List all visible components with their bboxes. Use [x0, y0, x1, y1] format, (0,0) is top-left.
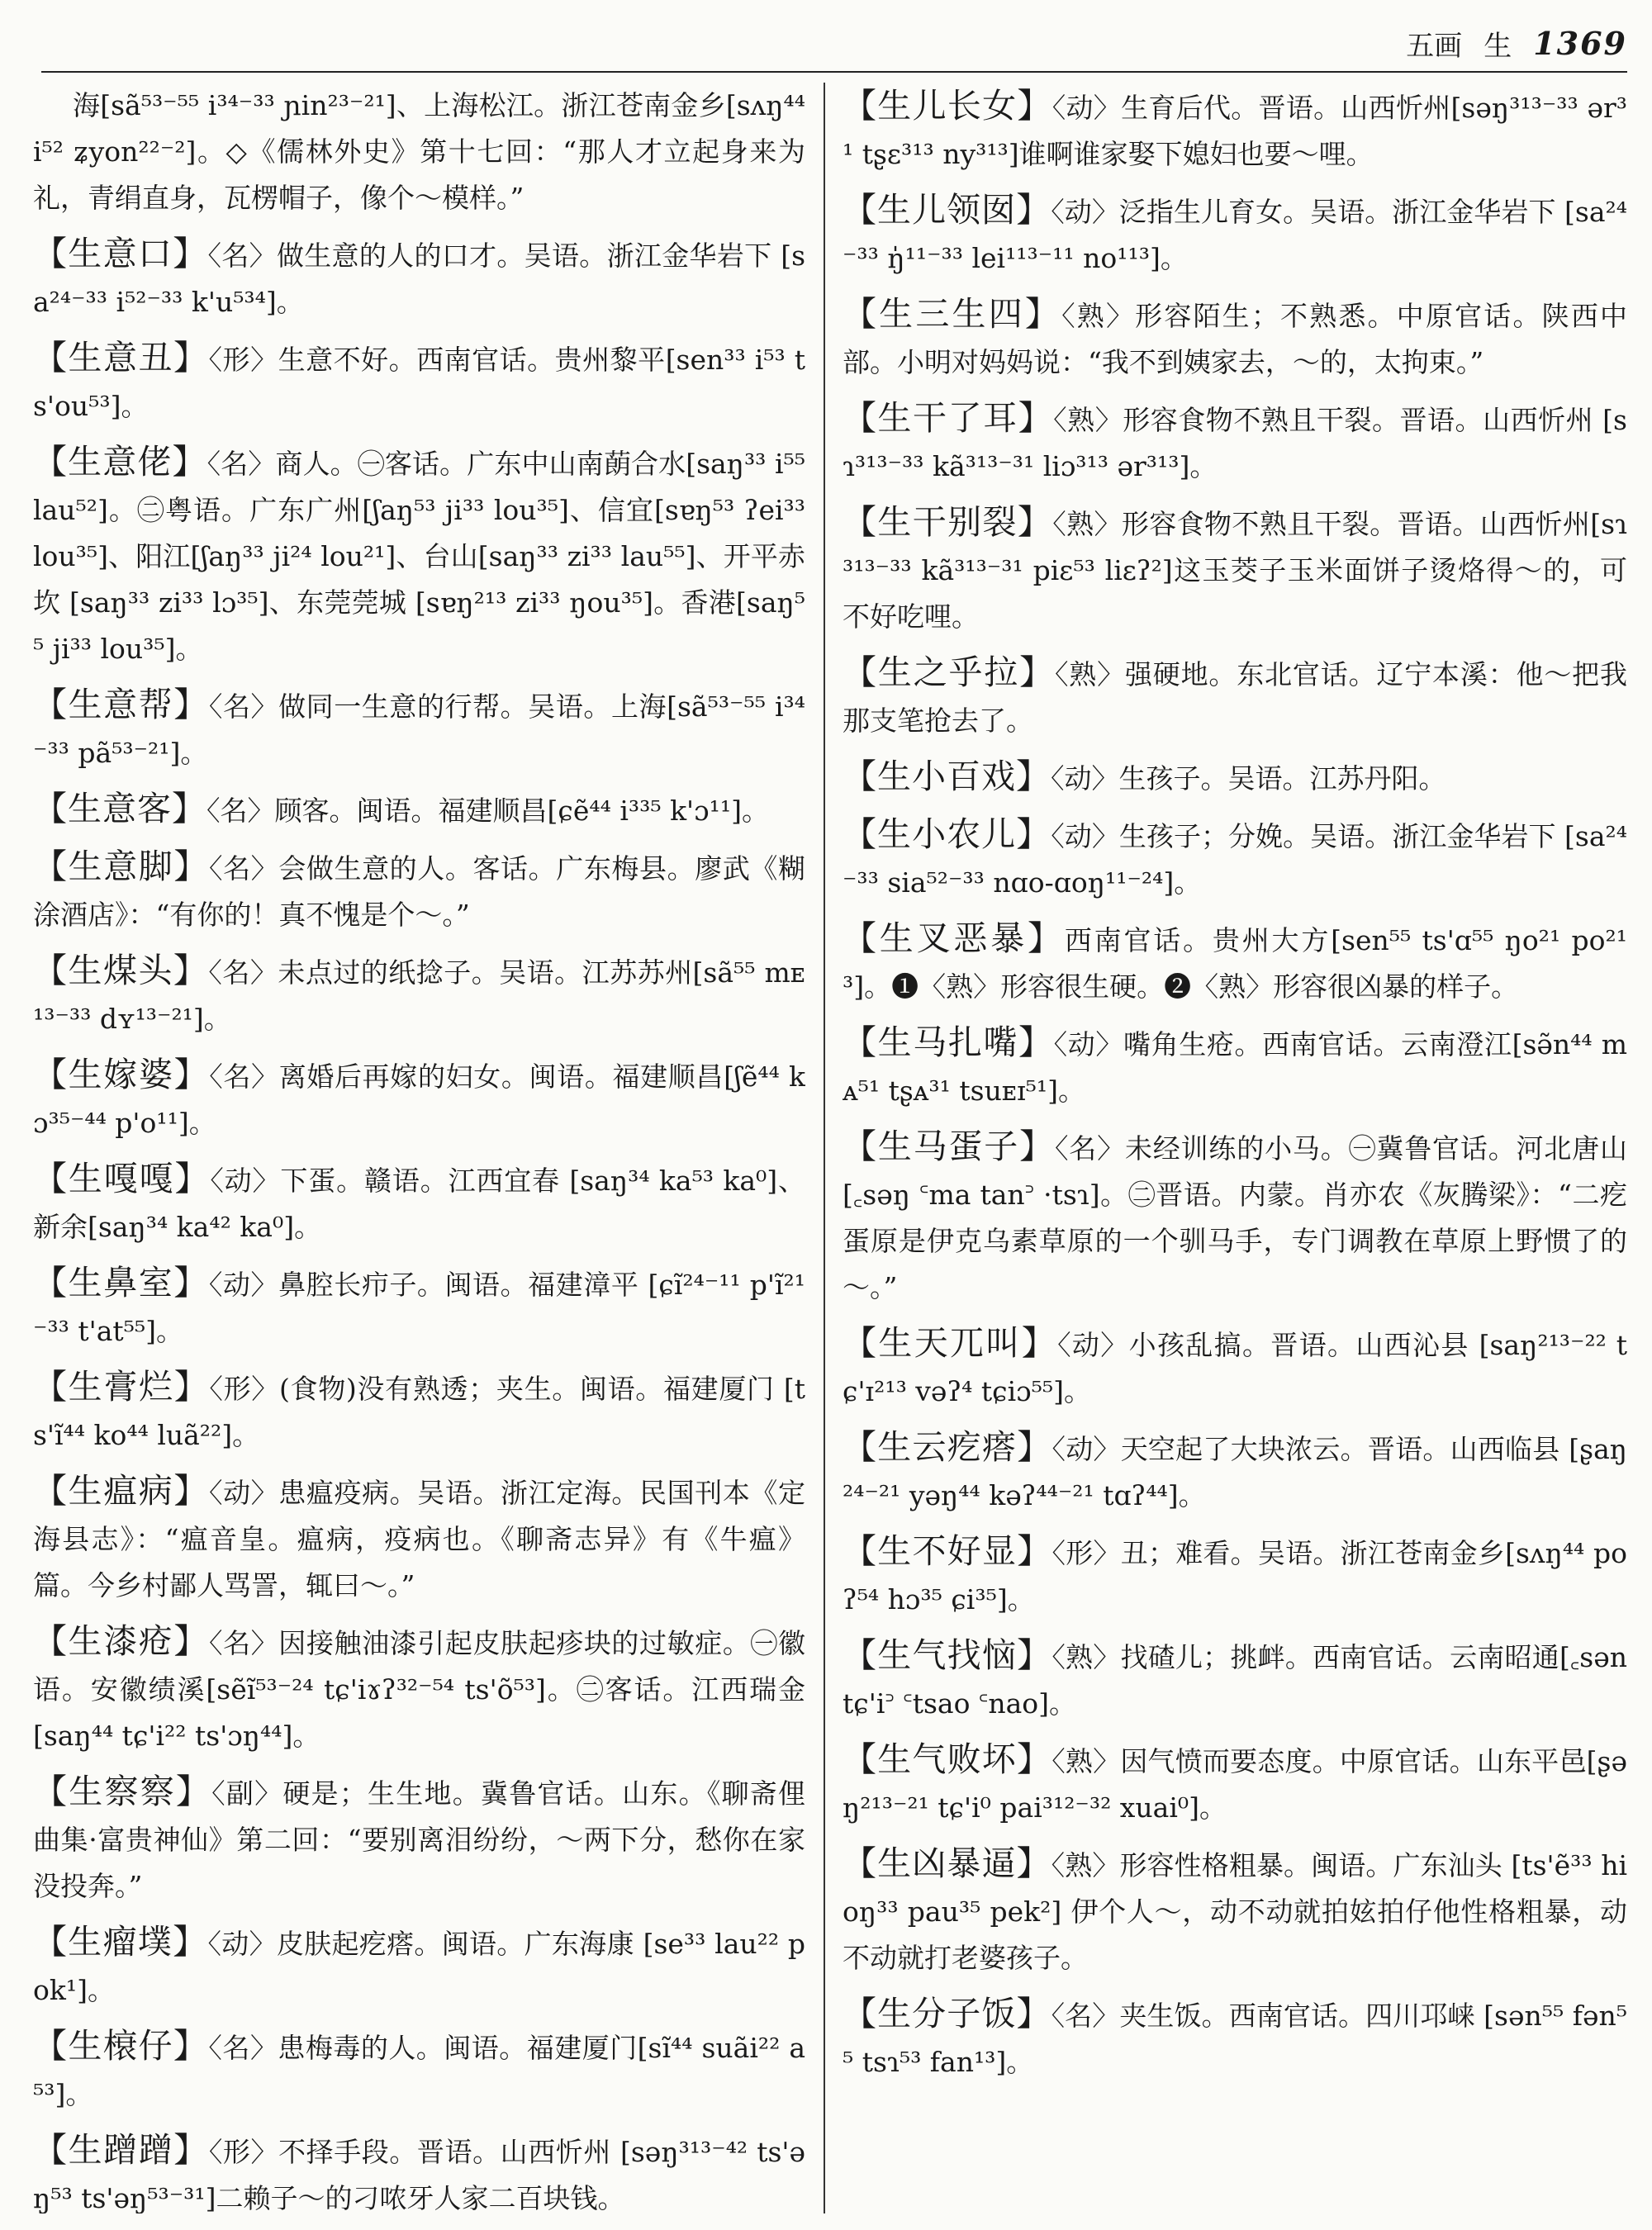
- entry-definition: 皮肤起疙瘩。闽语。广东海康 [se³³ lau²² pok¹]。: [33, 1928, 805, 2006]
- entry-definition: 商人。㊀客话。广东中山南蓢合水[saŋ³³ i⁵⁵ lau⁵²]。㊁粤语。广东广州[ʃaŋ⁵³ ji³³ lou³⁵]、信宜[sɐŋ⁵³ ʔei³³ lou³⁵]、阳江[ʃaŋ³³ ji²⁴ lou²¹]、台山[saŋ³³ zi³³ lau⁵⁵]、开平赤坎 [saŋ³³ zi³³ lɔ³⁵]、东莞莞城 [sɐŋ²¹³ zi³³ ŋou³⁵]。香港[saŋ⁵⁵ ji³³ lou³⁵]。: [33, 448, 805, 665]
- entry-headword: 【生意客】: [33, 789, 206, 828]
- dictionary-entry: [33, 2023, 805, 2118]
- entry-headword: 【生之乎拉】: [843, 652, 1055, 692]
- entry-headword: 【生瘤墣】: [33, 1922, 208, 1962]
- dictionary-entry: [33, 947, 805, 1042]
- entry-definition: 夹生饭。西南官话。四川邛崃 [sən⁵⁵ fən⁵⁵ tsɿ⁵³ fan¹³]。: [843, 2000, 1627, 2078]
- entry-headword: 【生天兀叫】: [843, 1323, 1058, 1363]
- dictionary-entry: [33, 1364, 805, 1459]
- dictionary-entry-continuation: [33, 83, 805, 221]
- entry-headword: 【生三生四】: [843, 294, 1062, 334]
- part-of-speech: 〈名〉: [208, 2032, 278, 2064]
- entry-definition: 因接触油漆引起皮肤起疹块的过敏症。㊀徽语。安徽绩溪[sẽĩ⁵³⁻²⁴ tɕ'iɤʔ³²⁻⁵⁴ ts'õ⁵³]。㊁客话。江西瑞金 [saŋ⁴⁴ tɕ'i²² ts'ɔŋ⁴⁴]。: [33, 1627, 805, 1752]
- entry-headword: 【生马扎嘴】: [843, 1022, 1054, 1062]
- entry-headword: 【生鼻室】: [33, 1263, 209, 1302]
- dictionary-entry: [843, 1736, 1627, 1831]
- part-of-speech: 〈名〉: [209, 1060, 279, 1093]
- header-rule: [41, 71, 1627, 73]
- part-of-speech: 〈动〉: [208, 1477, 279, 1509]
- entry-definition: 因气愤而要态度。中原官话。山东平邑[ʂəŋ²¹³⁻²¹ tɕ'i⁰ pai³¹²⁻³² xuai⁰]。: [843, 1745, 1627, 1824]
- entry-definition: 强硬地。东北官话。辽宁本溪：他～把我那支笔抢去了。: [843, 658, 1627, 737]
- entry-definition: 做生意的人的口才。吴语。浙江金华岩下 [sa²⁴⁻³³ i⁵²⁻³³ k'u⁵³⁴]。: [33, 240, 805, 318]
- entry-headword: 【生瘟病】: [33, 1471, 209, 1511]
- radical-label: 生: [1483, 29, 1512, 63]
- left-column: [33, 83, 805, 2213]
- entry-headword: 【生凶暴逼】: [843, 1843, 1051, 1883]
- entry-definition: 生孩子；分娩。吴语。浙江金华岩下 [sa²⁴⁻³³ sia⁵²⁻³³ nɑo-ɑoŋ¹¹⁻²⁴]。: [843, 820, 1627, 899]
- entry-definition: 离婚后再嫁的妇女。闽语。福建顺昌[ʃẽ⁴⁴ kɔ³⁵⁻⁴⁴ p'o¹¹]。: [33, 1060, 805, 1139]
- dictionary-entry: [33, 1155, 805, 1250]
- dictionary-entry: [33, 1468, 805, 1609]
- dictionary-entry: [843, 811, 1627, 906]
- dictionary-entry: [33, 334, 805, 429]
- entry-headword: 【生漆疮】: [33, 1621, 209, 1661]
- dictionary-entry: [843, 83, 1627, 178]
- part-of-speech: 〈名〉: [208, 690, 279, 723]
- entry-headword: 【生马蛋子】: [843, 1127, 1055, 1166]
- dictionary-entry: [33, 681, 805, 776]
- dictionary-entry: [843, 1990, 1627, 2085]
- dictionary-entry: [33, 1768, 805, 1910]
- entry-headword: 【生叉恶暴】: [843, 918, 1065, 958]
- entry-headword: 【生小农儿】: [843, 814, 1051, 854]
- entry-headword: 【生蹭蹭】: [33, 2130, 209, 2170]
- part-of-speech: 〈副〉: [211, 1777, 283, 1810]
- entry-definition: 天空起了大块浓云。晋语。山西临县 [ʂaŋ²⁴⁻²¹ yəŋ⁴⁴ kəʔ⁴⁴⁻²¹ tɑʔ⁴⁴]。: [843, 1433, 1627, 1511]
- entry-definition: 嘴角生疮。西南官话。云南澄江[sə̃n⁴⁴ mᴀ⁵¹ tʂᴀ³¹ tsuᴇɪ⁵¹]。: [843, 1028, 1627, 1107]
- dictionary-entry: [33, 1919, 805, 2014]
- entry-definition: 形容食物不熟且干裂。晋语。山西忻州[sɿ³¹³⁻³³ kã³¹³⁻³¹ piɛ⁵³ liɛʔ²]这玉茭子玉米面饼子烫烙得～的，可不好吃哩。: [843, 508, 1627, 633]
- dictionary-entry: [843, 187, 1627, 282]
- entry-definition: 丑；难看。吴语。浙江苍南金乡[sʌŋ⁴⁴ poʔ⁵⁴ hɔ³⁵ ɕi³⁵]。: [843, 1537, 1627, 1616]
- entry-definition: 找碴儿；挑衅。西南官话。云南昭通[꜀sən tɕ'i꜄ ꜂tsao ꜂nao]。: [843, 1641, 1627, 1720]
- entry-headword: 【生干别裂】: [843, 502, 1053, 542]
- part-of-speech: 〈动〉: [208, 1269, 279, 1301]
- dictionary-entry: [843, 649, 1627, 744]
- entry-headword: 【生儿长女】: [843, 86, 1052, 126]
- part-of-speech: 〈熟〉: [1051, 1641, 1121, 1673]
- part-of-speech: 〈动〉: [1051, 1433, 1121, 1465]
- entry-definition: 患梅毒的人。闽语。福建厦门[sĩ⁴⁴ suãi²² a⁵³]。: [33, 2032, 805, 2110]
- entry-definition: 泛指生儿育女。吴语。浙江金华岩下 [sa²⁴⁻³³ ŋ̍¹¹⁻³³ lei¹¹³⁻¹¹ no¹¹³]。: [843, 196, 1627, 274]
- part-of-speech: 〈动〉: [1057, 1329, 1129, 1361]
- page-header: [1346, 18, 1627, 68]
- right-column: [843, 83, 1627, 2213]
- entry-headword: 【生云疙瘩】: [843, 1427, 1052, 1467]
- part-of-speech: 〈熟〉: [1054, 658, 1125, 690]
- entry-headword: 【生意帮】: [33, 685, 209, 724]
- part-of-speech: 〈名〉: [207, 240, 277, 272]
- dictionary-entry: [843, 1840, 1627, 1981]
- dictionary-entry: [33, 785, 805, 834]
- entry-definition: 会做生意的人。客话。广东梅县。廖武《糊涂酒店》：“有你的！真不愧是个～。”: [33, 852, 805, 931]
- dictionary-entry: [843, 291, 1627, 386]
- dictionary-entry: [843, 395, 1627, 490]
- entry-definition: 硬是；生生地。冀鲁官话。山东。《聊斋俚曲集·富贵神仙》第二回：“要别离泪纷纷，～两下分，愁你在家没投奔。”: [33, 1777, 805, 1902]
- dictionary-entry: [843, 1019, 1627, 1114]
- entry-headword: 【生分子饭】: [843, 1994, 1051, 2033]
- part-of-speech: 〈动〉: [1051, 196, 1119, 228]
- entry-definition: 生意不好。西南官话。贵州黎平[sen³³ i⁵³ ts'ou⁵³]。: [33, 344, 805, 422]
- part-of-speech: 〈熟〉: [1052, 508, 1122, 540]
- part-of-speech: 〈名〉: [208, 852, 279, 885]
- entry-definition: 不择手段。晋语。山西忻州 [səŋ³¹³⁻⁴² ts'əŋ⁵³ ts'əŋ⁵³⁻³¹]二赖子～的刁哝牙人家二百块钱。: [33, 2136, 805, 2213]
- part-of-speech: 〈名〉: [208, 1627, 279, 1659]
- dictionary-entry: [33, 2127, 805, 2213]
- part-of-speech: 〈动〉: [1053, 1028, 1124, 1060]
- part-of-speech: 〈动〉: [210, 1165, 281, 1197]
- entry-headword: 【生小百戏】: [843, 757, 1051, 796]
- part-of-speech: 〈名〉: [208, 956, 278, 989]
- entry-headword: 【生意脚】: [33, 847, 209, 886]
- dictionary-entry: [33, 1618, 805, 1759]
- entry-headword: 【生干了耳】: [843, 398, 1054, 438]
- part-of-speech: 〈形〉: [208, 2136, 279, 2168]
- entry-headword: 【生意口】: [33, 234, 208, 273]
- part-of-speech: 〈动〉: [1051, 820, 1119, 852]
- part-of-speech: 〈名〉: [206, 448, 276, 480]
- entry-headword: 【生榱仔】: [33, 2026, 209, 2066]
- dictionary-entry: [843, 753, 1627, 802]
- entry-definition: 小孩乱搞。晋语。山西沁县 [saŋ²¹³⁻²² tɕ'ɪ²¹³ vəʔ⁴ tɕiɔ⁵⁵]。: [843, 1329, 1627, 1407]
- column-divider: [824, 83, 825, 2213]
- entry-definition: 未经训练的小马。㊀冀鲁官话。河北唐山[꜀səŋ ꜂ma tan꜄ ·tsɿ]。㊁晋语。内蒙。肖亦农《灰腾梁》：“二疙蛋原是伊克乌素草原的一个驯马手，专门调教在草原上野惯了的～。”: [843, 1132, 1627, 1303]
- part-of-speech: 〈形〉: [208, 344, 278, 376]
- entry-definition: 海[sã⁵³⁻⁵⁵ i³⁴⁻³³ ɲin²³⁻²¹]、上海松江。浙江苍南金乡[sʌŋ⁴⁴ i⁵² ʑyon²²⁻²]。◇《儒林外史》第十七回：“那人才立起身来为礼，青绢直身，瓦楞帽子，像个～模样。”: [33, 89, 805, 214]
- dictionary-entry: [843, 1123, 1627, 1311]
- dictionary-entry: [33, 439, 805, 672]
- entry-headword: 【生意丑】: [33, 338, 209, 377]
- entry-headword: 【生嫁婆】: [33, 1055, 210, 1094]
- dictionary-entry: [33, 843, 805, 938]
- section-label: 五画: [1406, 29, 1463, 63]
- dictionary-entry: [33, 230, 805, 325]
- entry-definition: 形容食物不熟且干裂。晋语。山西忻州 [sɿ³¹³⁻³³ kã³¹³⁻³¹ liɔ³¹³ ər³¹³]。: [843, 404, 1627, 482]
- part-of-speech: 〈动〉: [1051, 92, 1122, 124]
- dictionary-entry: [843, 915, 1627, 1010]
- dictionary-entry: [33, 1260, 805, 1355]
- part-of-speech: 〈形〉: [1051, 1537, 1121, 1569]
- part-of-speech: 〈熟〉: [1061, 300, 1136, 332]
- part-of-speech: 〈名〉: [1051, 2000, 1120, 2032]
- part-of-speech: 〈熟〉: [1051, 1849, 1120, 1881]
- entry-headword: 【生膏烂】: [33, 1367, 210, 1407]
- part-of-speech: 〈动〉: [1051, 762, 1119, 795]
- entry-definition: (食物)没有熟透；夹生。闽语。福建厦门 [ts'ĩ⁴⁴ ko⁴⁴ luã²²]。: [33, 1373, 805, 1451]
- entry-headword: 【生察察】: [33, 1772, 212, 1811]
- entry-definition: 做同一生意的行帮。吴语。上海[sã⁵³⁻⁵⁵ i³⁴⁻³³ pã⁵³⁻²¹]。: [33, 690, 805, 769]
- entry-definition: 下蛋。赣语。江西宜春 [saŋ³⁴ ka⁵³ ka⁰]、新余[saŋ³⁴ ka⁴² ka⁰]。: [33, 1165, 805, 1243]
- entry-headword: 【生儿领囡】: [843, 190, 1051, 230]
- entry-definition: 形容性格粗暴。闽语。广东汕头 [ts'ẽ³³ hioŋ³³ pau³⁵ pek²] 伊个人～，动不动就拍妶拍仔他性格粗暴，动不动就打老婆孩子。: [843, 1849, 1627, 1974]
- part-of-speech: 〈形〉: [209, 1373, 279, 1405]
- entry-definition: 未点过的纸捻子。吴语。江苏苏州[sã⁵⁵ mᴇ¹³⁻³³ dʏ¹³⁻²¹]。: [33, 956, 805, 1035]
- dictionary-entry: [843, 1424, 1627, 1519]
- entry-definition: 西南官话。贵州大方[sen⁵⁵ ts'ɑ⁵⁵ ŋo²¹ po²¹³]。❶〈熟〉形容很生硬。❷〈熟〉形容很凶暴的样子。: [843, 924, 1627, 1003]
- dictionary-entry: [843, 499, 1627, 640]
- part-of-speech: 〈名〉: [206, 795, 275, 827]
- page-number: 1369: [1533, 24, 1627, 62]
- entry-headword: 【生不好显】: [843, 1531, 1052, 1571]
- entry-headword: 【生气找恼】: [843, 1635, 1052, 1675]
- entry-definition: 顾客。闽语。福建顺昌[ɕẽ⁴⁴ i³³⁵ k'ɔ¹¹]。: [274, 795, 769, 827]
- part-of-speech: 〈熟〉: [1053, 404, 1123, 436]
- entry-definition: 患瘟疫病。吴语。浙江定海。民国刊本《定海县志》：“瘟音皇。瘟病，疫病也。《聊斋志异》有《牛瘟》篇。今乡村鄙人骂詈，辄曰～。”: [33, 1477, 805, 1601]
- part-of-speech: 〈动〉: [207, 1928, 277, 1960]
- entry-headword: 【生煤头】: [33, 951, 209, 990]
- entry-definition: 鼻腔长疖子。闽语。福建漳平 [ɕĩ²⁴⁻¹¹ p'ĩ²¹⁻³³ t'at⁵⁵]。: [33, 1269, 805, 1347]
- entry-headword: 【生意佬】: [33, 442, 207, 482]
- dictionary-entry: [843, 1528, 1627, 1623]
- dictionary-entry: [843, 1632, 1627, 1727]
- part-of-speech: 〈名〉: [1054, 1132, 1125, 1165]
- entry-headword: 【生气败坏】: [843, 1739, 1052, 1779]
- entry-definition: 形容陌生；不熟悉。中原官话。陕西中部。小明对妈妈说：“我不到姨家去，～的，太拘束。”: [843, 300, 1627, 378]
- entry-definition: 生育后代。晋语。山西忻州[səŋ³¹³⁻³³ ər³¹ tʂɛ³¹³ ny³¹³]谁啊谁家娶下媳妇也要～哩。: [843, 92, 1627, 170]
- entry-headword: 【生嘎嘎】: [33, 1159, 211, 1198]
- entry-definition: 生孩子。吴语。江苏丹阳。: [1118, 762, 1446, 795]
- dictionary-entry: [843, 1320, 1627, 1415]
- part-of-speech: 〈熟〉: [1051, 1745, 1121, 1777]
- dictionary-entry: [33, 1051, 805, 1146]
